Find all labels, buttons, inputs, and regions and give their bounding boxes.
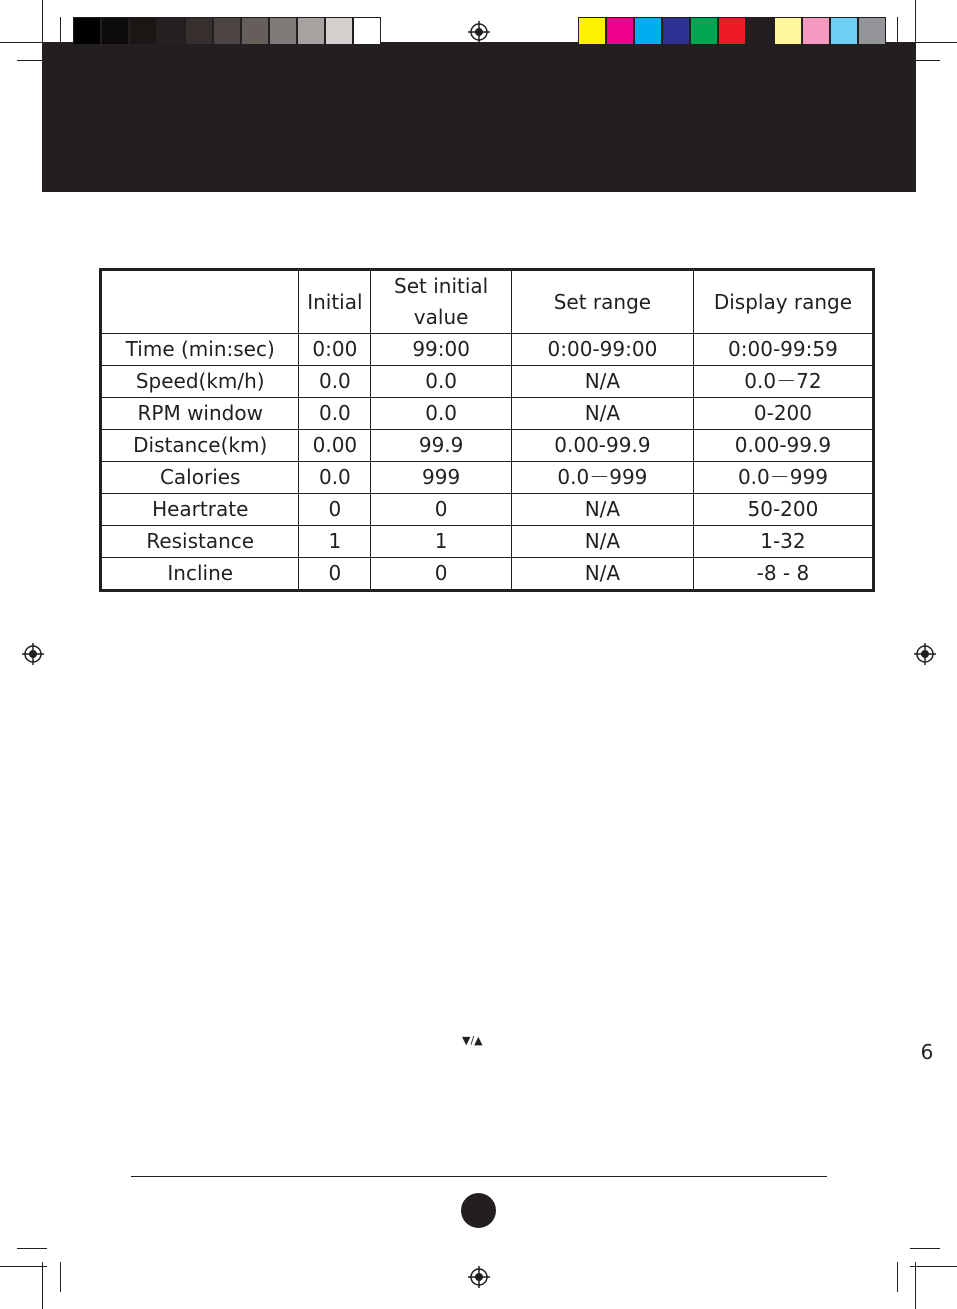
color-swatch: [157, 17, 185, 45]
row-label: Resistance: [101, 526, 299, 558]
page-number: 6: [920, 1040, 934, 1064]
table-cell: 999: [371, 462, 512, 494]
table-cell: N/A: [511, 526, 693, 558]
color-swatch: [606, 17, 634, 45]
table-cell: 0.0－999: [693, 462, 873, 494]
table-cell: 0.0－999: [511, 462, 693, 494]
color-swatch: [802, 17, 830, 45]
column-header: Initial: [299, 270, 371, 334]
color-swatch: [774, 17, 802, 45]
table-cell: 50-200: [693, 494, 873, 526]
table-row: [101, 526, 874, 558]
column-header: [101, 270, 299, 334]
footer-rule: [131, 1176, 827, 1177]
table-cell: N/A: [511, 558, 693, 591]
table-row: [101, 558, 874, 591]
table-cell: 1: [371, 526, 512, 558]
table-cell: N/A: [511, 398, 693, 430]
color-swatch: [129, 17, 157, 45]
column-header: Set range: [511, 270, 693, 334]
color-swatch: [830, 17, 858, 45]
color-swatch: [297, 17, 325, 45]
table-cell: 0:00: [299, 334, 371, 366]
column-header: Set initial value: [371, 270, 512, 334]
table-cell: 0.00-99.9: [693, 430, 873, 462]
table-cell: 0: [371, 494, 512, 526]
table-cell: 0.0: [371, 398, 512, 430]
table-row: [101, 494, 874, 526]
color-swatch: [73, 17, 101, 45]
table-cell: N/A: [511, 366, 693, 398]
registration-mark-icon: [914, 643, 936, 665]
color-swatch: [325, 17, 353, 45]
header-band: [42, 42, 916, 192]
footer-page-dot: [461, 1193, 496, 1228]
down-up-arrow-icon: ▼/▲: [462, 1034, 483, 1047]
color-swatch: [858, 17, 886, 45]
table-row: [101, 430, 874, 462]
table-cell: 0: [371, 558, 512, 591]
table-cell: 0.00: [299, 430, 371, 462]
color-swatch: [213, 17, 241, 45]
color-swatch: [185, 17, 213, 45]
color-swatch: [662, 17, 690, 45]
row-label: Time (min:sec): [101, 334, 299, 366]
table-row: [101, 366, 874, 398]
registration-mark-icon: [468, 1266, 490, 1288]
color-swatch: [578, 17, 606, 45]
table-row: [101, 334, 874, 366]
table-row: [101, 398, 874, 430]
color-swatch: [353, 17, 381, 45]
color-swatch: [718, 17, 746, 45]
table-cell: -8 - 8: [693, 558, 873, 591]
row-label: Heartrate: [101, 494, 299, 526]
color-swatch: [269, 17, 297, 45]
row-label: Distance(km): [101, 430, 299, 462]
table-header-row: [101, 270, 874, 334]
table-cell: 0: [299, 558, 371, 591]
table-cell: N/A: [511, 494, 693, 526]
table-row: [101, 462, 874, 494]
registration-mark-icon: [468, 21, 490, 43]
table-cell: 0.0: [299, 366, 371, 398]
color-swatch: [746, 17, 774, 45]
color-swatch: [101, 17, 129, 45]
color-swatch: [690, 17, 718, 45]
table-cell: 0.0: [299, 398, 371, 430]
color-swatch: [241, 17, 269, 45]
table-cell: 0.00-99.9: [511, 430, 693, 462]
row-label: Calories: [101, 462, 299, 494]
table-cell: 99.9: [371, 430, 512, 462]
table-cell: 0.0－72: [693, 366, 873, 398]
row-label: Incline: [101, 558, 299, 591]
row-label: Speed(km/h): [101, 366, 299, 398]
table-cell: 99:00: [371, 334, 512, 366]
table-cell: 0.0: [371, 366, 512, 398]
table-cell: 0:00-99:59: [693, 334, 873, 366]
color-swatch: [634, 17, 662, 45]
table-cell: 0.0: [299, 462, 371, 494]
table-cell: 0:00-99:00: [511, 334, 693, 366]
table-cell: 0-200: [693, 398, 873, 430]
row-label: RPM window: [101, 398, 299, 430]
table-cell: 0: [299, 494, 371, 526]
registration-mark-icon: [22, 643, 44, 665]
column-header: Display range: [693, 270, 873, 334]
table-cell: 1-32: [693, 526, 873, 558]
console-values-table: [99, 268, 875, 592]
table-cell: 1: [299, 526, 371, 558]
